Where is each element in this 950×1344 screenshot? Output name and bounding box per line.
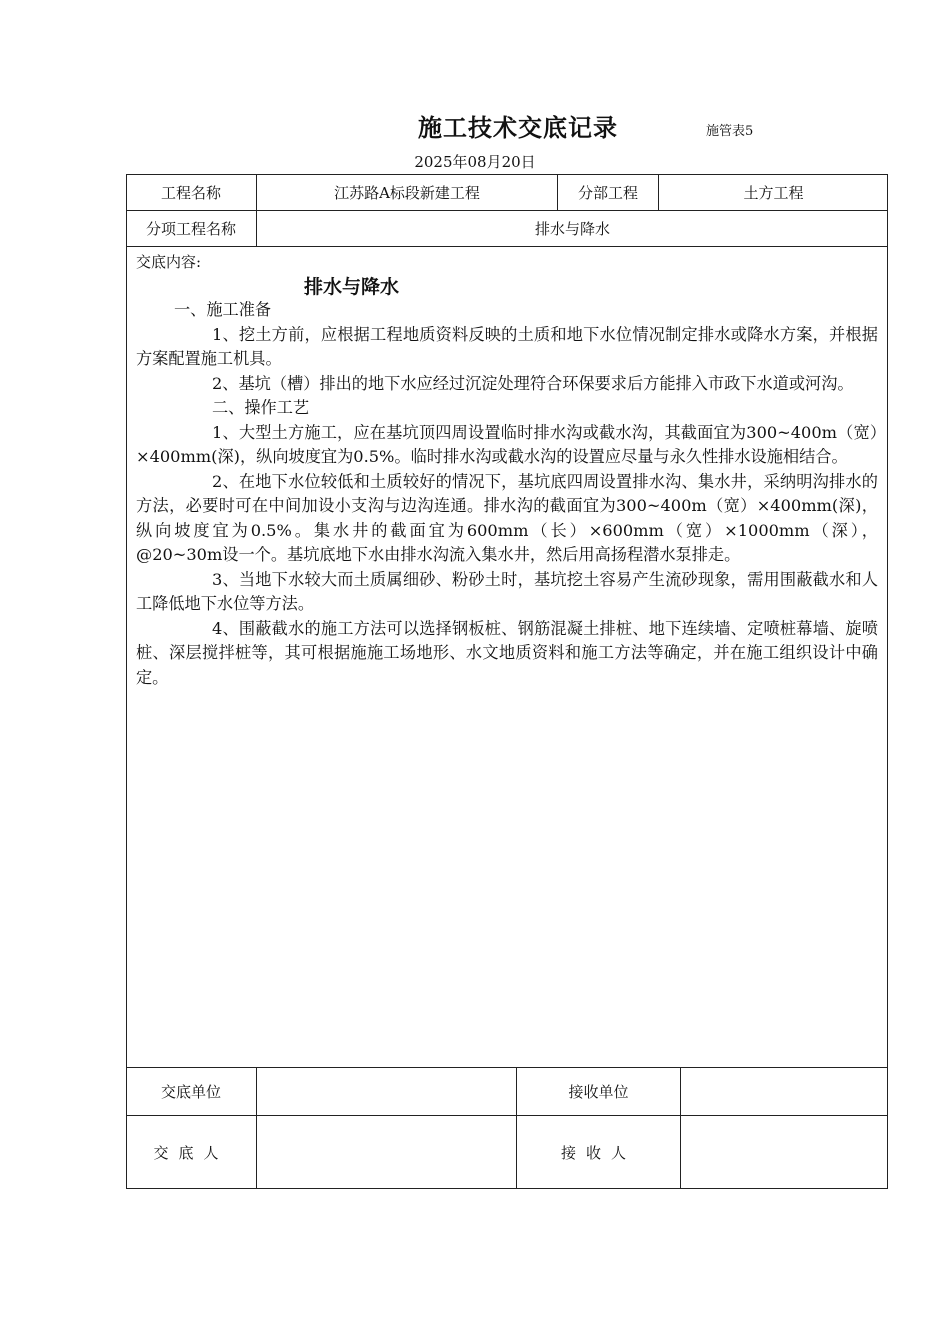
form-number: 施管表5 [706, 124, 754, 139]
page-title: 施工技术交底记录 [418, 114, 618, 142]
content-title: 排水与降水 [304, 276, 400, 298]
section-heading: 一、施工准备 [174, 300, 272, 319]
paragraph: 1、大型土方施工，应在基坑顶四周设置临时排水沟或截水沟，其截面宜为300~400m（宽）×400mm(深)，纵向坡度宜为0.5%。临时排水沟或截水沟的设置应尽量与永久性排水设施相结合。 [136, 422, 878, 466]
project-name-label: 工程名称 [160, 183, 221, 202]
subitem-label: 分项工程名称 [145, 220, 236, 238]
paragraph: 2、在地下水位较低和土质较好的情况下，基坑底四周设置排水沟、集水井，采纳明沟排水的方法，必要时可在中间加设小支沟与边沟连通。排水沟的截面宜为300~400m（宽）×400mm(深)，纵向坡度宜为0.5%。集水井的截面宜为600mm（长）×600mm（宽）×1000mm（深），@20~30m设一个。基坑底地下水由排水沟流入集水井，然后用高扬程潜水泵排走。 [136, 471, 878, 564]
receiver-field[interactable] [681, 1116, 888, 1189]
record-date: 2025年08月20日 [414, 153, 536, 171]
receiver-label: 接收人 [560, 1144, 636, 1162]
row-divider [126, 246, 888, 247]
issuer-unit-label: 交底单位 [160, 1083, 221, 1101]
section-heading: 二、操作工艺 [212, 398, 310, 417]
content-label: 交底内容: [136, 253, 202, 271]
receiver-unit-label: 接收单位 [568, 1083, 629, 1101]
paragraph: 1、挖土方前，应根据工程地质资料反映的土质和地下水位情况制定排水或降水方案，并根据方案配置施工机具。 [136, 324, 878, 368]
issuer-field[interactable] [257, 1116, 516, 1189]
division-value: 土方工程 [743, 183, 804, 202]
paragraph: 4、围蔽截水的施工方法可以选择钢板桩、钢筋混凝土排桩、地下连续墙、定喷桩幕墙、旋喷桩、深层搅拌桩等，其可根据施施工场地形、水文地质资料和施工方法等确定，并在施工组织设计中确定。 [136, 618, 878, 687]
issuer-label: 交底人 [153, 1144, 229, 1162]
subitem-value: 排水与降水 [534, 220, 610, 238]
division-label: 分部工程 [577, 183, 638, 202]
project-name-value: 江苏路A标段新建工程 [334, 183, 480, 202]
paragraph: 3、当地下水较大而土质属细砂、粉砂土时，基坑挖土容易产生流砂现象，需用围蔽截水和人工降低地下水位等方法。 [136, 569, 878, 613]
receiver-unit-field[interactable] [681, 1068, 888, 1115]
issuer-unit-field[interactable] [257, 1068, 516, 1115]
paragraph: 2、基坑（槽）排出的地下水应经过沉淀处理符合环保要求后方能排入市政下水道或河沟。 [212, 373, 854, 393]
content-body [136, 298, 878, 690]
